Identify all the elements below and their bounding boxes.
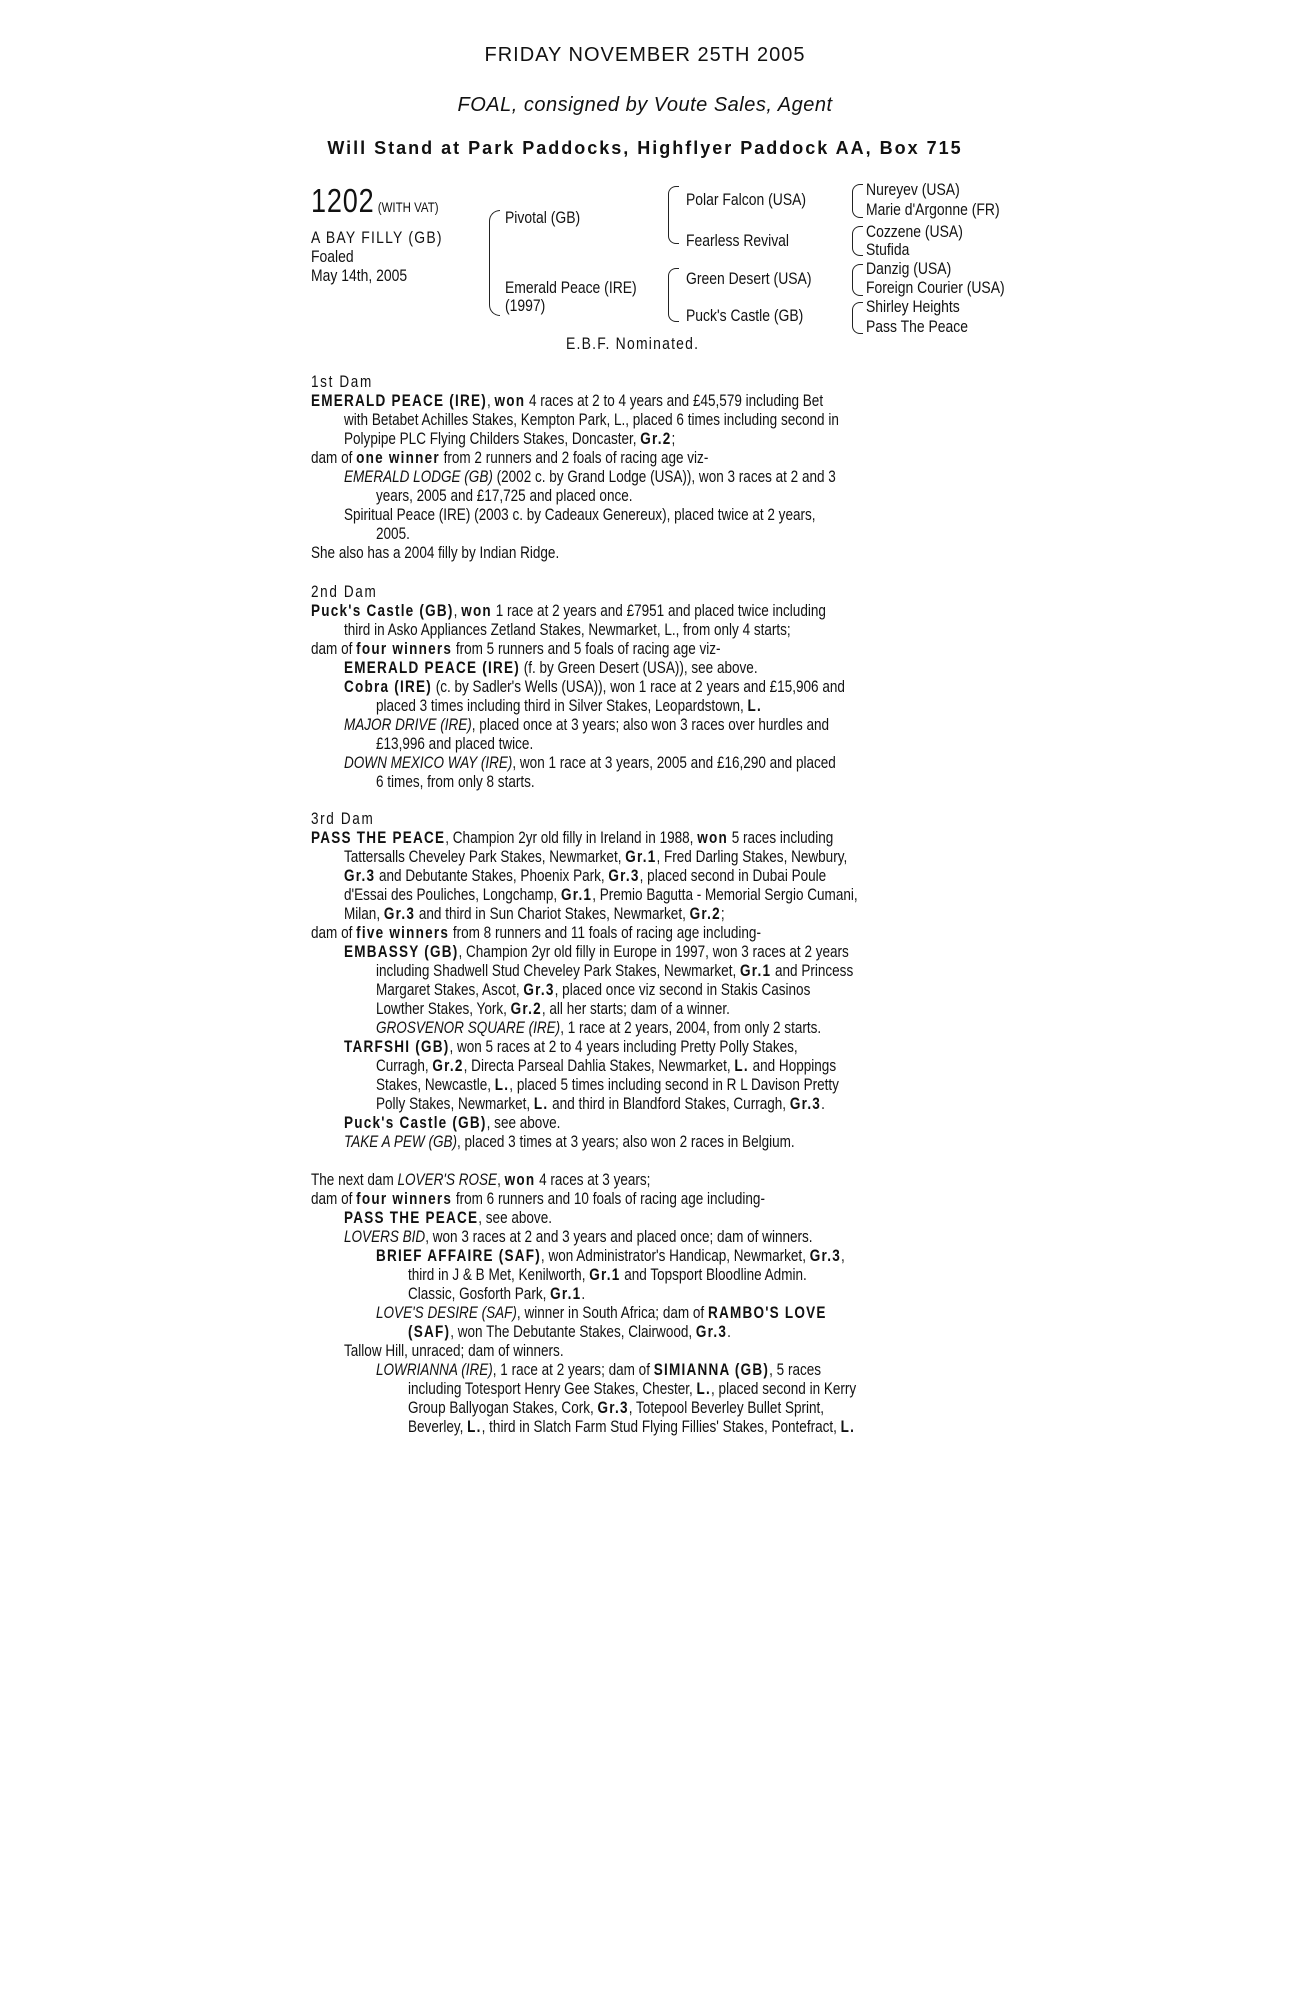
sale-date: FRIDAY NOVEMBER 25TH 2005: [484, 44, 806, 66]
text-line: Puck's Castle (GB), see above.: [344, 1114, 561, 1132]
pedigree-sire-dam: Fearless Revival: [686, 231, 790, 250]
text-line: Classic, Gosforth Park, Gr.1.: [408, 1285, 586, 1303]
text-line: LOWRIANNA (IRE), 1 race at 2 years; dam of SIMIANNA (GB), 5 races: [376, 1361, 822, 1379]
text-line: Spiritual Peace (IRE) (2003 c. by Cadeaux Genereux), placed twice at 2 years,: [344, 506, 816, 524]
text-line: Polly Stakes, Newmarket, L. and third in Blandford Stakes, Curragh, Gr.3.: [376, 1095, 825, 1113]
text-line: BRIEF AFFAIRE (SAF), won Administrator's Handicap, Newmarket, Gr.3,: [376, 1247, 845, 1265]
stand-location: Will Stand at Park Paddocks, Highflyer Paddock AA, Box 715: [327, 138, 963, 158]
text-line: with Betabet Achilles Stakes, Kempton Park, L., placed 6 times including second in: [344, 411, 839, 429]
text-line: Lowther Stakes, York, Gr.2, all her starts; dam of a winner.: [376, 1000, 730, 1018]
pedigree-sire-sire: Polar Falcon (USA): [686, 190, 807, 209]
text-line: MAJOR DRIVE (IRE), placed once at 3 years; also won 3 races over hurdles and: [344, 716, 830, 734]
text-line: dam of one winner from 2 runners and 2 foals of racing age viz-: [311, 449, 709, 467]
pedigree-g5: Danzig (USA): [866, 259, 952, 278]
text-line: including Shadwell Stud Cheveley Park Stakes, Newmarket, Gr.1 and Princess: [376, 962, 854, 980]
pedigree-brace-g2: [852, 226, 863, 256]
text-line: Tattersalls Cheveley Park Stakes, Newmarket, Gr.1, Fred Darling Stakes, Newbury,: [344, 848, 848, 866]
text-line: GROSVENOR SQUARE (IRE), 1 race at 2 years, 2004, from only 2 starts.: [376, 1019, 822, 1037]
pedigree-dam: Emerald Peace (IRE): [505, 278, 637, 297]
section-heading: 1st Dam: [311, 373, 373, 391]
text-line: dam of four winners from 6 runners and 10 foals of racing age including-: [311, 1190, 765, 1208]
text-line: Curragh, Gr.2, Directa Parseal Dahlia Stakes, Newmarket, L. and Hoppings: [376, 1057, 837, 1075]
text-line: d'Essai des Pouliches, Longchamp, Gr.1, Premio Bagutta - Memorial Sergio Cumani,: [344, 886, 858, 904]
pedigree-dam-sire: Green Desert (USA): [686, 269, 812, 288]
text-line: third in J & B Met, Kenilworth, Gr.1 and Topsport Bloodline Admin.: [408, 1266, 807, 1284]
text-line: 2005.: [376, 525, 410, 543]
foaled-date: May 14th, 2005: [311, 266, 408, 285]
lot-description: A BAY FILLY (GB): [311, 228, 443, 247]
pedigree-g1: Nureyev (USA): [866, 180, 960, 199]
pedigree-brace-g4: [852, 302, 863, 334]
text-line: The next dam LOVER'S ROSE, won 4 races at 3 years;: [311, 1171, 651, 1189]
pedigree-sire: Pivotal (GB): [505, 208, 581, 227]
text-line: Puck's Castle (GB), won 1 race at 2 years and £7951 and placed twice including: [311, 602, 826, 620]
lot-number: 1202: [311, 182, 375, 219]
pedigree-g6: Foreign Courier (USA): [866, 278, 1005, 297]
text-line: Tallow Hill, unraced; dam of winners.: [344, 1342, 564, 1360]
text-line: PASS THE PEACE, Champion 2yr old filly in Ireland in 1988, won 5 races including: [311, 829, 834, 847]
text-line: dam of four winners from 5 runners and 5 foals of racing age viz-: [311, 640, 721, 658]
pedigree-brace-g1: [852, 184, 863, 218]
text-line: EMERALD PEACE (IRE) (f. by Green Desert (USA)), see above.: [344, 659, 758, 677]
pedigree-dam-dam: Puck's Castle (GB): [686, 306, 804, 325]
text-line: She also has a 2004 filly by Indian Ridge.: [311, 544, 560, 562]
pedigree-g2: Marie d'Argonne (FR): [866, 200, 1000, 219]
pedigree-brace-g3: [852, 264, 863, 296]
section-heading: 2nd Dam: [311, 583, 378, 601]
text-line: EMBASSY (GB), Champion 2yr old filly in Europe in 1997, won 3 races at 2 years: [344, 943, 849, 961]
text-line: dam of five winners from 8 runners and 11 foals of racing age including-: [311, 924, 761, 942]
pedigree-brace-dam: [668, 268, 679, 322]
text-line: 6 times, from only 8 starts.: [376, 773, 535, 791]
text-line: Beverley, L., third in Slatch Farm Stud Flying Fillies' Stakes, Pontefract, L.: [408, 1418, 856, 1436]
text-line: Polypipe PLC Flying Childers Stakes, Doncaster, Gr.2;: [344, 430, 676, 448]
text-line: placed 3 times including third in Silver Stakes, Leopardstown, L.: [376, 697, 763, 715]
text-line: EMERALD LODGE (GB) (2002 c. by Grand Lodge (USA)), won 3 races at 2 and 3: [344, 468, 836, 486]
text-line: LOVE'S DESIRE (SAF), winner in South Africa; dam of RAMBO'S LOVE: [376, 1304, 827, 1322]
lot-heading: [311, 182, 439, 220]
text-line: Gr.3 and Debutante Stakes, Phoenix Park, Gr.3, placed second in Dubai Poule: [344, 867, 827, 885]
pedigree-g4: Stufida: [866, 240, 910, 259]
pedigree-brace-sire: [668, 186, 679, 244]
text-line: third in Asko Appliances Zetland Stakes, Newmarket, L., from only 4 starts;: [344, 621, 791, 639]
consignor-line: FOAL, consigned by Voute Sales, Agent: [457, 94, 833, 116]
text-line: EMERALD PEACE (IRE), won 4 races at 2 to 4 years and £45,579 including Bet: [311, 392, 824, 410]
text-line: £13,996 and placed twice.: [376, 735, 534, 753]
text-line: DOWN MEXICO WAY (IRE), won 1 race at 3 years, 2005 and £16,290 and placed: [344, 754, 836, 772]
text-line: Margaret Stakes, Ascot, Gr.3, placed once viz second in Stakis Casinos: [376, 981, 811, 999]
text-line: including Totesport Henry Gee Stakes, Chester, L., placed second in Kerry: [408, 1380, 857, 1398]
text-line: Cobra (IRE) (c. by Sadler's Wells (USA)), won 1 race at 2 years and £15,906 and: [344, 678, 845, 696]
pedigree-dam-year: (1997): [505, 296, 546, 315]
pedigree-g7: Shirley Heights: [866, 297, 960, 316]
text-line: years, 2005 and £17,725 and placed once.: [376, 487, 633, 505]
text-line: (SAF), won The Debutante Stakes, Clairwood, Gr.3.: [408, 1323, 731, 1341]
section-heading: 3rd Dam: [311, 810, 375, 828]
lot-vat: (WITH VAT): [377, 199, 439, 215]
text-line: TARFSHI (GB), won 5 races at 2 to 4 years including Pretty Polly Stakes,: [344, 1038, 798, 1056]
text-line: Milan, Gr.3 and third in Sun Chariot Stakes, Newmarket, Gr.2;: [344, 905, 725, 923]
pedigree-g8: Pass The Peace: [866, 317, 969, 336]
pedigree-g3: Cozzene (USA): [866, 222, 963, 241]
foaled-label: Foaled: [311, 247, 354, 266]
text-line: LOVERS BID, won 3 races at 2 and 3 years and placed once; dam of winners.: [344, 1228, 813, 1246]
text-line: TAKE A PEW (GB), placed 3 times at 3 years; also won 2 races in Belgium.: [344, 1133, 795, 1151]
text-line: Group Ballyogan Stakes, Cork, Gr.3, Totepool Beverley Bullet Sprint,: [408, 1399, 825, 1417]
text-line: Stakes, Newcastle, L., placed 5 times including second in R L Davison Pretty: [376, 1076, 839, 1094]
pedigree-brace-main: [489, 210, 500, 316]
text-line: PASS THE PEACE, see above.: [344, 1209, 552, 1227]
ebf-nominated: E.B.F. Nominated.: [566, 334, 700, 353]
